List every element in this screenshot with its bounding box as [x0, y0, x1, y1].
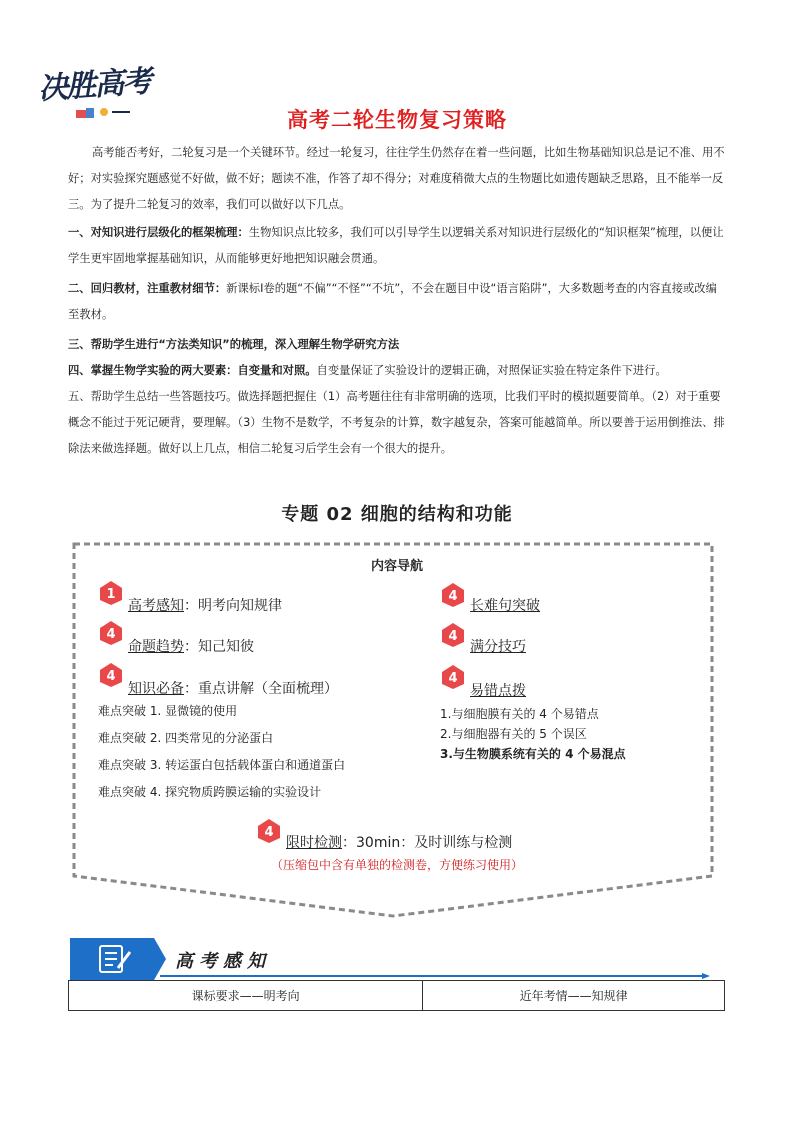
logo-text: 决胜高考: [37, 64, 152, 107]
nav-item-label: 限时检测: [286, 835, 342, 851]
number-badge-icon: [440, 664, 466, 690]
svg-text:4: 4: [448, 589, 458, 604]
nav-item-label: 知识必备: [128, 681, 184, 697]
nav-item-mingti-qushi[interactable]: [128, 636, 254, 656]
nav-item-label: 高考感知: [128, 598, 184, 614]
nav-item-desc: ：知己知彼: [184, 639, 254, 655]
section-title: 高考感知: [175, 951, 271, 972]
point-2-body: 新课标Ⅰ卷的题“不偏”“不怪”“不坑”，不会在题目中设“语言陷阱”，大多数题考查的内容直接或改编至教材。: [68, 282, 717, 321]
nav-item-channanju[interactable]: [470, 595, 540, 615]
nav-item-label: 长难句突破: [470, 598, 540, 614]
number-badge-icon: [440, 582, 466, 608]
list-item[interactable]: 难点突破 2. 四类常见的分泌蛋白: [98, 731, 274, 745]
point-2-lead: 二、回归教材，注重教材细节：: [68, 282, 227, 295]
list-item[interactable]: 2.与细胞器有关的 5 个误区: [440, 727, 587, 741]
download-note: （压缩包中含有单独的检测卷，方便练习使用）: [270, 858, 523, 872]
number-badge-icon: [98, 662, 124, 688]
number-badge-icon: [98, 620, 124, 646]
point-2: [68, 276, 728, 328]
nav-item-manfen-jiqiao[interactable]: [470, 636, 526, 656]
svg-text:4: 4: [448, 671, 458, 686]
number-badge-icon: [256, 818, 282, 844]
svg-text:4: 4: [106, 627, 116, 642]
nav-item-yicuo-dianbo[interactable]: [470, 680, 526, 700]
point-4-body: 自变量保证了实验设计的逻辑正确，对照保证实验在特定条件下进行。: [316, 364, 667, 377]
nav-item-label: 命题趋势: [128, 639, 184, 655]
topic-title: 专题 02 细胞的结构和功能: [281, 504, 513, 525]
point-3: [68, 332, 728, 358]
point-1: [68, 220, 728, 272]
nav-item-label: 易错点拨: [470, 683, 526, 699]
nav-item-xianshi-jiance[interactable]: [286, 832, 512, 852]
point-5: 五、帮助学生总结一些答题技巧。做选择题把握住（1）高考题往往有非常明确的选项，比我们平时的模拟题要简单。（2）对于重要概念不能过于死记硬背，要理解。（3）生物不是数学，不考复杂的计算，数字越复杂，答案可能越简单。所以要善于运用倒推法、排除法来做选择题。做好以上几点，相信二轮复习后学生会有一个很大的提升。: [68, 390, 725, 455]
table-row: [69, 981, 725, 1011]
table-header-cell: 课标要求——明考向: [69, 981, 423, 1011]
list-item[interactable]: 1.与细胞膜有关的 4 个易错点: [440, 707, 599, 721]
point-4-lead: 四、掌握生物学实验的两大要素：自变量和对照。: [68, 364, 317, 377]
point-1-lead: 一、对知识进行层级化的框架梳理：: [68, 226, 249, 239]
number-badge-icon: [98, 580, 124, 606]
nav-item-desc: ：明考向知规律: [184, 598, 282, 614]
list-item[interactable]: 3.与生物膜系统有关的 4 个易混点: [440, 747, 626, 761]
svg-text:4: 4: [106, 669, 116, 684]
number-badge-icon: [440, 622, 466, 648]
nav-item-desc: ：30min：及时训练与检测: [342, 835, 513, 851]
nav-item-zhishi-bibei[interactable]: [128, 678, 338, 698]
svg-text:4: 4: [448, 629, 458, 644]
table-header-cell: 近年考情——知规律: [423, 981, 725, 1011]
nav-item-desc: ：重点讲解（全面梳理）: [184, 681, 338, 697]
page-title: 高考二轮生物复习策略: [287, 108, 507, 132]
nav-heading: 内容导航: [370, 559, 423, 574]
list-item[interactable]: 难点突破 1. 显微镜的使用: [98, 704, 238, 718]
requirements-table: [68, 980, 725, 1011]
point-1-body: 生物知识点比较多，我们可以引导学生以逻辑关系对知识进行层级化的“知识框架”梳理，以便让学生更牢固地掌握基础知识，从而能够更好地把知识融会贯通。: [68, 226, 724, 265]
intro-paragraph: 高考能否考好，二轮复习是一个关键环节。经过一轮复习，往往学生仍然存在着一些问题，比如生物基础知识总是记不准、用不好；对实验探究题感觉不好做，做不好；题读不准，作答了却不得分；对难度稍微大点的生物题比如遗传题缺乏思路，且不能举一反三。为了提升二轮复习的效率，我们可以做好以下几点。: [68, 146, 725, 211]
list-item[interactable]: 难点突破 3. 转运蛋白包括载体蛋白和通道蛋白: [98, 758, 346, 772]
list-item[interactable]: 难点突破 4. 探究物质跨膜运输的实验设计: [98, 785, 322, 799]
point-3-lead: 三、帮助学生进行“方法类知识”的梳理，深入理解生物学研究方法: [68, 338, 400, 351]
section-header-bar: [70, 938, 710, 980]
svg-text:4: 4: [264, 825, 274, 840]
svg-text:1: 1: [106, 587, 116, 602]
point-4: [68, 358, 728, 384]
nav-item-gaokao-ganzhi[interactable]: [128, 595, 282, 615]
nav-item-label: 满分技巧: [470, 639, 526, 655]
